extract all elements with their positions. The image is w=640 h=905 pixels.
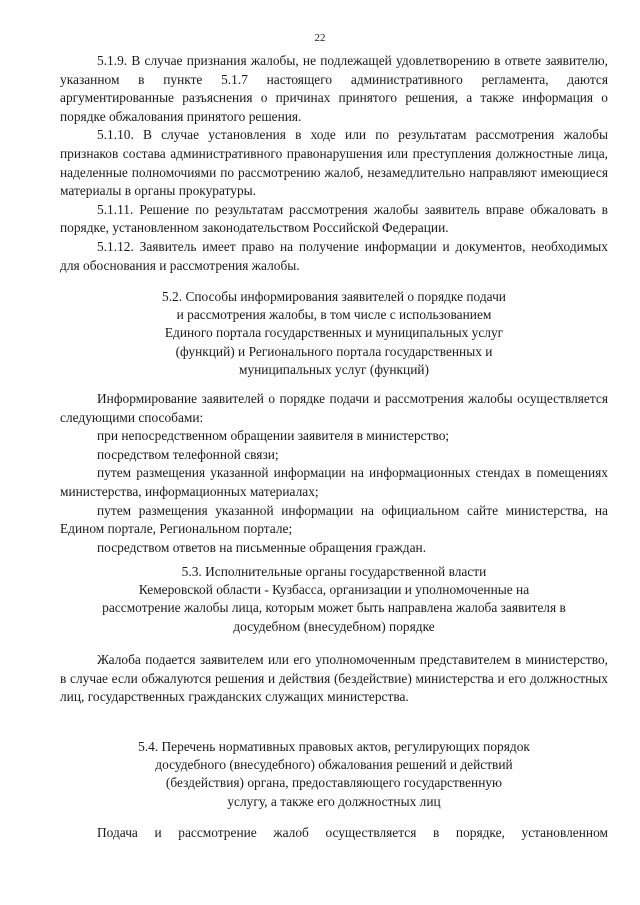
heading-line: (бездействия) органа, предоставляющего государственную bbox=[165, 775, 503, 791]
heading-line: (функций) и Регионального портала государственных и bbox=[175, 343, 493, 359]
page-number: 22 bbox=[314, 32, 326, 44]
list-item: путем размещения указанной информации на информационных стендах в помещениях министерства, информационных материалах; bbox=[60, 465, 608, 499]
heading-line: 5.3. Исполнительные органы государственной власти bbox=[181, 564, 487, 579]
list-item: при непосредственном обращении заявителя в министерство; bbox=[97, 428, 450, 444]
heading-line: и рассмотрения жалобы, в том числе с использованием bbox=[176, 307, 492, 323]
paragraph-5-4-start: Подача и рассмотрение жалоб осуществляется в порядке, установленном bbox=[97, 825, 608, 840]
list-item: посредством ответов на письменные обращения граждан. bbox=[97, 539, 427, 555]
heading-5-2 bbox=[60, 288, 608, 379]
paragraph-5-1-11: 5.1.11. Решение по результатам рассмотрения жалобы заявитель вправе обжаловать в порядке, установленном законодательством Российской Федерации. bbox=[60, 201, 608, 236]
heading-line: досудебном (внесудебном) порядке bbox=[233, 618, 435, 634]
intro-paragraph: Информирование заявителей о порядке подачи и рассмотрения жалобы осуществляется следующими способами: bbox=[60, 391, 608, 425]
section-5-4-text bbox=[60, 824, 608, 843]
heading-line: 5.4. Перечень нормативных правовых актов, регулирующих порядок bbox=[138, 739, 530, 754]
list-item: путем размещения указанной информации на официальном сайте министерства, на Едином портале, Региональном портале; bbox=[60, 502, 608, 537]
paragraph-5-1-10: 5.1.10. В случае установления в ходе или по результатам рассмотрения жалобы признаков состава административного правонарушения или преступления должностные лица, наделенные полномочиями по рассмотрению жалоб, незамедлительно направляют имеющиеся материалы в органы прокуратуры. bbox=[60, 127, 608, 199]
heading-line: рассмотрение жалобы лица, которым может быть направлена жалоба заявителя в bbox=[102, 600, 566, 616]
heading-5-4 bbox=[60, 738, 608, 811]
list-item: посредством телефонной связи; bbox=[97, 446, 279, 462]
heading-line: досудебного (внесудебного) обжалования решений и действий bbox=[155, 757, 513, 773]
heading-5-3 bbox=[60, 563, 608, 636]
heading-line: Единого портала государственных и муниципальных услуг bbox=[164, 325, 504, 341]
section-5-2-text bbox=[60, 390, 608, 557]
heading-line: услугу, а также его должностных лиц bbox=[227, 793, 441, 809]
section-5-3-text bbox=[60, 651, 608, 707]
paragraph-5-3: Жалоба подается заявителем или его уполномоченным представителем в министерство, в случае если обжалуются решения и действия (бездействие) министерства и его должностных лиц, государственных гражданских служащих министерства. bbox=[60, 652, 608, 705]
section-5-1-text bbox=[60, 52, 608, 275]
heading-line: муниципальных услуг (функций) bbox=[238, 361, 430, 377]
paragraph-5-1-12: 5.1.12. Заявитель имеет право на получение информации и документов, необходимых для обоснования и рассмотрения жалобы. bbox=[60, 238, 608, 273]
paragraph-5-1-9: 5.1.9. В случае признания жалобы, не подлежащей удовлетворению в ответе заявителю, указанном в пункте 5.1.7 настоящего административного регламента, даются аргументированные разъяснения о причинах принятого решения, а также информация о порядке обжалования принятого решения. bbox=[60, 53, 608, 124]
heading-line: Кемеровской области - Кузбасса, организации и уполномоченные на bbox=[138, 582, 530, 598]
heading-line: 5.2. Способы информирования заявителей о порядке подачи bbox=[162, 289, 506, 304]
